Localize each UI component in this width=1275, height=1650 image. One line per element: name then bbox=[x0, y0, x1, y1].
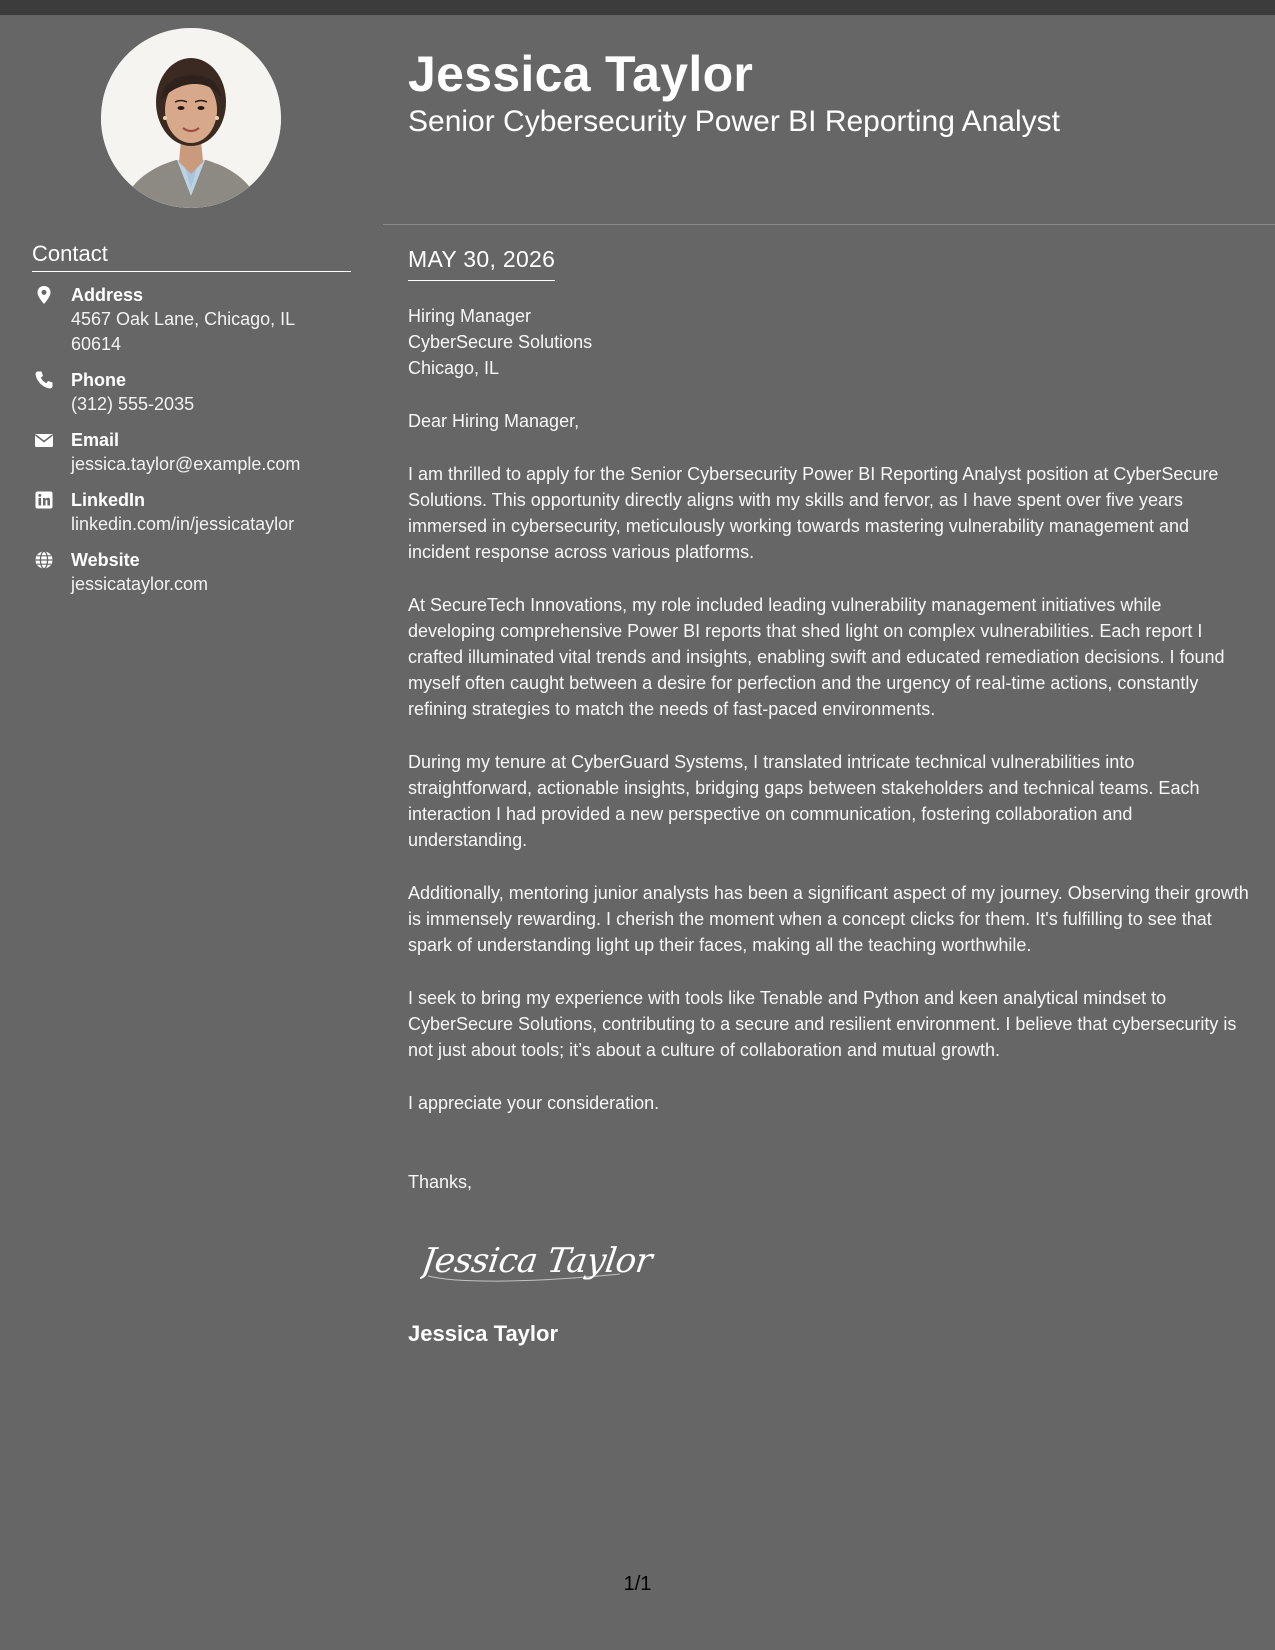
job-title: Senior Cybersecurity Power BI Reporting Analyst bbox=[408, 105, 1060, 138]
contact-item-email bbox=[32, 428, 362, 477]
contact-item-website bbox=[32, 548, 362, 597]
contact-item-phone bbox=[32, 368, 362, 417]
recipient-name: Hiring Manager bbox=[408, 306, 532, 326]
contact-list bbox=[32, 283, 362, 608]
salutation: Dear Hiring Manager, bbox=[408, 411, 580, 431]
contact-item-linkedin bbox=[32, 488, 362, 537]
body-paragraph: I appreciate your consideration. bbox=[408, 1093, 660, 1113]
body-paragraph: I am thrilled to apply for the Senior Cybersecurity Power BI Reporting Analyst position at CyberSecure Solutions. This opportunity directly aligns with my skills and fervor, as I have spent over five years immersed in cybersecurity, meticulously working towards mastering vulnerability management and incident response across various platforms. bbox=[408, 464, 1219, 562]
body-paragraph: I seek to bring my experience with tools like Tenable and Python and keen analytical mindset to CyberSecure Solutions, contributing to a secure and resilient environment. I believe that cybersecurity is not just about tools; it’s about a culture of collaboration and mutual growth. bbox=[408, 988, 1237, 1060]
envelope-icon bbox=[34, 430, 54, 450]
contact-item-address bbox=[32, 283, 362, 357]
contact-label: LinkedIn bbox=[71, 490, 146, 510]
closing: Thanks, bbox=[408, 1172, 473, 1192]
body-paragraph: Additionally, mentoring junior analysts has been a significant aspect of my journey. Observing their growth is immensely rewarding. I cherish the moment when a concept clicks for them. It's fulfilling to see that spark of understanding light up their faces, making all the teaching worthwhile. bbox=[408, 883, 1249, 955]
svg-text:Jessica Taylor: Jessica Taylor bbox=[420, 1241, 655, 1281]
address-value: 4567 Oak Lane, Chicago, IL 60614 bbox=[71, 309, 295, 354]
letter-body bbox=[408, 303, 1253, 1222]
header-divider bbox=[383, 224, 1275, 225]
linkedin-icon bbox=[34, 490, 54, 510]
page-number: 1/1 bbox=[623, 1573, 652, 1595]
recipient-block bbox=[408, 303, 1253, 381]
contact-label: Email bbox=[71, 430, 120, 450]
phone-icon bbox=[34, 370, 54, 390]
recipient-company: CyberSecure Solutions bbox=[408, 332, 593, 352]
body-paragraph: At SecureTech Innovations, my role included leading vulnerability management initiatives while developing comprehensive Power BI reports that shed light on complex vulnerabilities. Each report I crafted illuminated vital trends and insights, enabling swift and educated remediation decisions. I found myself often caught between a desire for perfection and the urgency of real-time actions, constantly refining strategies to match the needs of fast-paced environments. bbox=[408, 595, 1225, 719]
website-value[interactable]: jessicataylor.com bbox=[71, 574, 209, 594]
sidebar bbox=[0, 15, 383, 1650]
contact-heading: Contact bbox=[32, 240, 351, 272]
contact-label: Phone bbox=[71, 370, 127, 390]
contact-label: Website bbox=[71, 550, 140, 570]
letter-date: MAY 30, 2026 bbox=[408, 244, 555, 281]
applicant-name: Jessica Taylor bbox=[408, 46, 754, 102]
email-value[interactable]: jessica.taylor@example.com bbox=[71, 454, 301, 474]
linkedin-value[interactable]: linkedin.com/in/jessicataylor bbox=[71, 514, 295, 534]
recipient-location: Chicago, IL bbox=[408, 358, 500, 378]
top-bar bbox=[0, 0, 1275, 15]
signed-name: Jessica Taylor bbox=[408, 1321, 559, 1346]
globe-icon bbox=[34, 550, 54, 570]
map-pin-icon bbox=[34, 285, 54, 305]
phone-value[interactable]: (312) 555-2035 bbox=[71, 394, 195, 414]
handwritten-signature bbox=[420, 1232, 660, 1288]
profile-photo bbox=[101, 28, 281, 208]
contact-label: Address bbox=[71, 285, 144, 305]
body-paragraph: During my tenure at CyberGuard Systems, I translated intricate technical vulnerabilities into straightforward, actionable insights, bridging gaps between stakeholders and technical teams. Each interaction I had provided a new perspective on communication, fostering collaboration and understanding. bbox=[408, 752, 1200, 850]
avatar bbox=[101, 28, 281, 208]
